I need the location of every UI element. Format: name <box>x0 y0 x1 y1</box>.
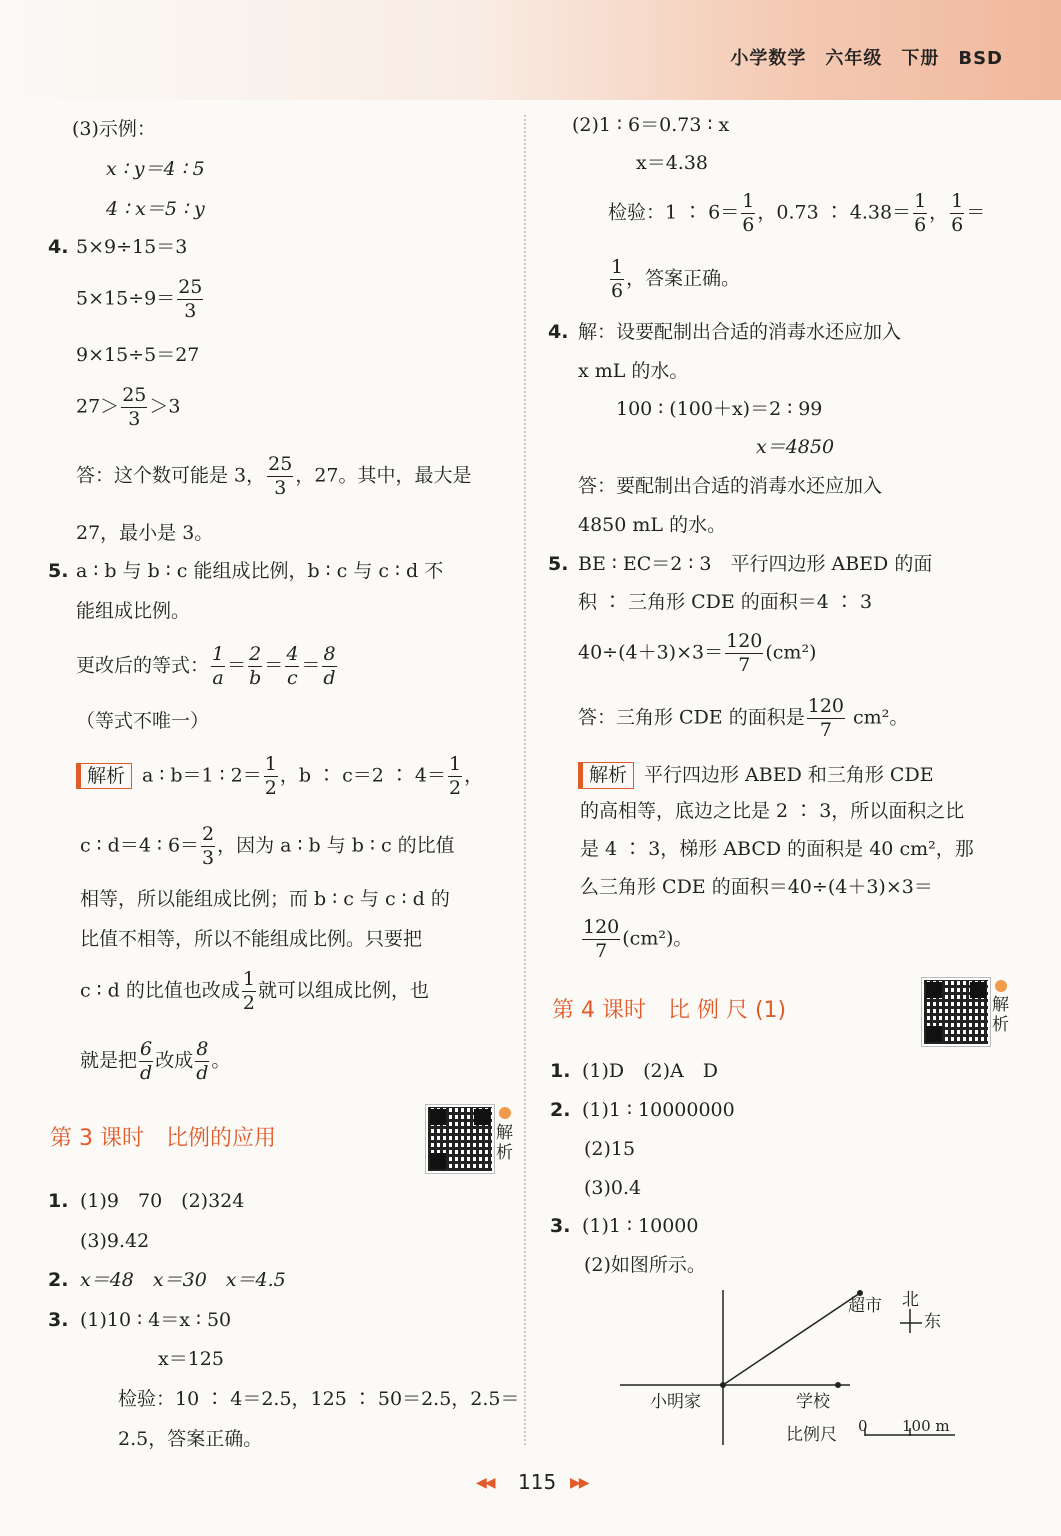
analysis-l5-post: 就可以组成比例，也 <box>257 979 429 1002</box>
analysis-badge: 解析 <box>76 763 132 790</box>
r-check-post: ＝ <box>966 201 986 224</box>
fraction: $\frac{1}{2}$ <box>242 968 255 1014</box>
r-q4-line6: 4850 mL 的水。 <box>578 514 727 536</box>
r-q4-line3: 100 ∶ (100＋x)＝2 ∶ 99 <box>616 398 823 420</box>
header-title: 小学数学 六年级 下册 BSD <box>730 48 1003 69</box>
page-number: 115 <box>518 1470 557 1494</box>
analysis-line2 <box>80 825 455 868</box>
analysis-l2-post: ，因为 a ∶ b 与 b ∶ c 的比值 <box>217 834 455 857</box>
map-scale-zero: 0 <box>858 1417 868 1435</box>
analysis-l2-pre: c ∶ d＝4 ∶ 6＝ <box>80 834 200 857</box>
r-check-mid2: ， <box>929 201 949 224</box>
r-q5-l3-post: (cm²) <box>765 641 817 664</box>
r-q5-l4-post: cm²。 <box>847 706 909 729</box>
s3-q1-number: 1. <box>48 1190 69 1212</box>
map-east-label: 东 <box>924 1312 941 1332</box>
s3-q1-line2: (3)9.42 <box>80 1230 150 1252</box>
s4-q3-line1: (1)1 ∶ 10000 <box>582 1215 699 1237</box>
r-q5-line1: BE ∶ EC＝2 ∶ 3 平行四边形 ABED 的面 <box>578 553 933 575</box>
q4-line4 <box>76 386 180 429</box>
q4-line3: 9×15÷5＝27 <box>76 344 200 366</box>
q4-answer-pre: 答：这个数可能是 3， <box>76 464 266 487</box>
column-divider <box>524 115 526 1445</box>
r-check-pre: 检验：1 ∶ 6＝ <box>608 201 740 224</box>
fraction: $\frac{1}{6}$ <box>951 190 964 236</box>
analysis-l5-pre: c ∶ d 的比值也改成 <box>80 979 240 1002</box>
s4-q2-line2: (2)15 <box>584 1138 636 1160</box>
fraction: $\frac{120}{7}$ <box>807 695 844 741</box>
analysis-l1-post: ， <box>464 764 484 787</box>
r-check-line1 <box>608 192 985 235</box>
school-point <box>835 1382 841 1388</box>
r-q4-number: 4. <box>548 321 569 343</box>
q4-number: 4. <box>48 236 69 258</box>
q3-part3-line2: 4 ∶ x＝5 ∶ y <box>106 198 205 220</box>
fraction: $\frac{1}{2}$ <box>264 753 277 799</box>
q5-line3: 更改后的等式： $\frac{1}{a}$ ＝ $\frac{2}{b}$ ＝ $\frac{4}{c}$ ＝ $\frac{8}{d}$ <box>76 643 336 689</box>
q3-part3-label: (3)示例： <box>72 118 156 140</box>
analysis-badge: 解析 <box>578 762 634 789</box>
r-analysis-l1-text: 平行四边形 ABED 和三角形 CDE <box>644 764 934 786</box>
qr-label: 解析 <box>992 995 1009 1035</box>
r-q5-line3 <box>578 632 816 675</box>
fraction: $\frac{1}{6}$ <box>914 190 927 236</box>
q5-number: 5. <box>48 560 69 582</box>
home-point <box>720 1382 726 1388</box>
s3-q3-line4: 2.5，答案正确。 <box>118 1428 263 1450</box>
fraction: $\frac{1}{2}$ <box>448 753 462 799</box>
analysis-line4: 比值不相等，所以不能组成比例。只要把 <box>80 928 423 950</box>
s4-q2-number: 2. <box>550 1099 571 1121</box>
s3-q3-line2: x＝125 <box>158 1348 224 1370</box>
r-analysis-line1 <box>578 762 934 789</box>
r-analysis-line5 <box>580 918 692 961</box>
s3-q3-number: 3. <box>48 1309 69 1331</box>
q4-answer-post: ，27。其中，最大是 <box>295 464 472 487</box>
r-check-mid: ，0.73 ∶ 4.38＝ <box>757 201 912 224</box>
r-q3-part2-line2: x＝4.38 <box>636 152 709 174</box>
analysis-l6-post: 。 <box>211 1049 231 1072</box>
r-q5-line4 <box>578 697 908 740</box>
q5-line3-pre: 更改后的等式： <box>76 654 210 677</box>
fraction: $\frac{120}{7}$ <box>726 630 763 676</box>
r-check-line2 <box>608 258 740 301</box>
s4-q3-number: 3. <box>550 1215 571 1237</box>
qr-label: 解析 <box>496 1123 513 1163</box>
fraction: $\frac{6}{d}$ <box>140 1038 153 1084</box>
fraction: $\frac{1}{a}$ <box>212 643 225 689</box>
fraction: $\frac{1}{6}$ <box>742 190 755 236</box>
fraction: $\frac{2}{3}$ <box>202 823 215 869</box>
analysis-line3: 相等，所以能组成比例；而 b ∶ c 与 c ∶ d 的 <box>80 888 450 910</box>
play-icon <box>995 980 1007 992</box>
map-school-label: 学校 <box>796 1392 830 1412</box>
fraction: $\frac{25}{3}$ <box>268 453 293 499</box>
map-scale-distance: 100 m <box>902 1417 950 1435</box>
section-4-title: 第 4 课时 比 例 尺 (1) <box>552 998 787 1023</box>
section-3-title: 第 3 课时 比例的应用 <box>50 1126 276 1151</box>
r-q4-line2: x mL 的水。 <box>578 360 689 382</box>
play-icon <box>499 1107 511 1119</box>
q4-line4-pre: 27＞ <box>76 395 120 418</box>
fraction: $\frac{2}{b}$ <box>249 643 262 689</box>
fraction: $\frac{8}{d}$ <box>196 1038 209 1084</box>
s3-q2-number: 2. <box>48 1269 69 1291</box>
route-to-supermarket <box>723 1293 860 1385</box>
s3-q1-line1: (1)9 70 (2)324 <box>80 1190 245 1212</box>
s4-q2-line1: (1)1 ∶ 10000000 <box>582 1099 735 1121</box>
fraction: $\frac{4}{c}$ <box>286 643 299 689</box>
q4-answer-line1 <box>76 455 472 498</box>
fraction: $\frac{8}{d}$ <box>323 643 336 689</box>
r-q5-number: 5. <box>548 553 569 575</box>
r-q4-line1: 解：设要配制出合适的消毒水还应加入 <box>578 321 902 343</box>
r-check2-post: ，答案正确。 <box>626 267 741 290</box>
s4-q3-line2: (2)如图所示。 <box>584 1254 706 1276</box>
q5-line1: a ∶ b 与 b ∶ c 能组成比例，b ∶ c 与 c ∶ d 不 <box>76 560 444 582</box>
fraction: $\frac{120}{7}$ <box>583 916 620 962</box>
analysis-l1-mid: ，b ∶ c＝2 ∶ 4＝ <box>279 764 446 787</box>
qr-code-icon[interactable] <box>426 1105 494 1173</box>
map-scale-label: 比例尺 <box>786 1425 837 1445</box>
q4-line1: 5×9÷15＝3 <box>76 236 188 258</box>
map-home-label: 小明家 <box>650 1392 701 1412</box>
r-analysis-line2: 的高相等，底边之比是 2 ∶ 3，所以面积之比 <box>580 800 965 822</box>
fraction: $\frac{25}{3}$ <box>178 276 203 322</box>
r-q5-l3-pre: 40÷(4＋3)×3＝ <box>578 641 724 664</box>
r-q3-part2-line1: (2)1 ∶ 6＝0.73 ∶ x <box>572 114 730 136</box>
r-q4-line4: x＝4850 <box>756 436 835 458</box>
q5-line4: （等式不唯一） <box>76 710 210 732</box>
analysis-l6-mid: 改成 <box>155 1049 194 1072</box>
s4-q2-line3: (3)0.4 <box>584 1177 642 1199</box>
q4-line2-text: 5×15÷9＝ <box>76 287 176 310</box>
q4-answer-line2: 27，最小是 3。 <box>76 522 214 544</box>
s4-q1-line1: (1)D (2)A D <box>582 1060 719 1082</box>
analysis-l1-pre: a ∶ b＝1 ∶ 2＝ <box>142 764 262 787</box>
r-analysis-line4: 么三角形 CDE 的面积＝40÷(4＋3)×3＝ <box>580 876 933 898</box>
s3-q2-line1: x＝48 x＝30 x＝4.5 <box>80 1269 286 1291</box>
fraction: $\frac{1}{6}$ <box>611 256 624 302</box>
qr-code-icon[interactable] <box>922 978 990 1046</box>
s3-q3-line3: 检验：10 ∶ 4＝2.5，125 ∶ 50＝2.5，2.5＝ <box>118 1388 520 1410</box>
q5-line2: 能组成比例。 <box>76 600 191 622</box>
r-analysis-line3: 是 4 ∶ 3，梯形 ABCD 的面积是 40 cm²，那 <box>580 838 974 860</box>
q3-part3-line1: x ∶ y＝4 ∶ 5 <box>106 158 205 180</box>
analysis-l6-pre: 就是把 <box>80 1049 138 1072</box>
map-north-label: 北 <box>902 1290 919 1310</box>
r-q4-line5: 答：要配制出合适的消毒水还应加入 <box>578 475 883 497</box>
next-page-icon[interactable]: ▶▶ <box>570 1475 588 1491</box>
r-q5-l4-pre: 答：三角形 CDE 的面积是 <box>578 706 805 729</box>
q4-line2 <box>76 278 205 321</box>
analysis-line1 <box>76 755 483 798</box>
analysis-line5 <box>80 970 429 1013</box>
fraction: $\frac{25}{3}$ <box>122 384 147 430</box>
q4-line4-post: ＞3 <box>149 395 181 418</box>
r-analysis-l5-post: (cm²)。 <box>622 927 693 950</box>
s3-q3-line1: (1)10 ∶ 4＝x ∶ 50 <box>80 1309 232 1331</box>
analysis-line6 <box>80 1040 230 1083</box>
prev-page-icon[interactable]: ◀◀ <box>476 1475 494 1491</box>
s4-q1-number: 1. <box>550 1060 571 1082</box>
map-supermarket-label: 超市 <box>848 1296 882 1316</box>
r-q5-line2: 积 ∶ 三角形 CDE 的面积＝4 ∶ 3 <box>578 591 873 613</box>
